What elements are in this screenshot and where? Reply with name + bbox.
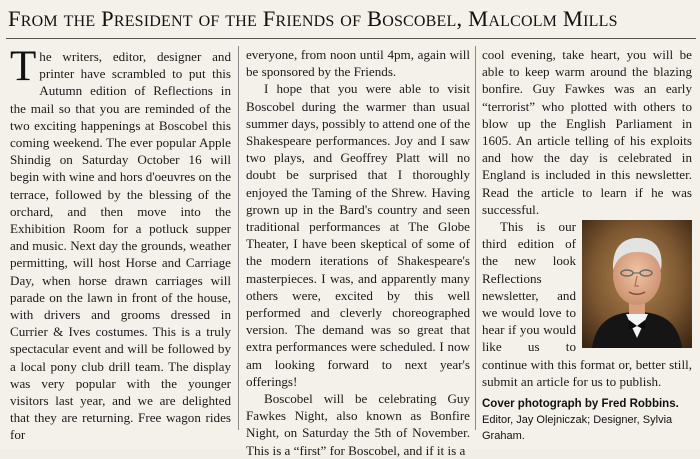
column-divider xyxy=(238,46,239,430)
paragraph: everyone, from noon until 4pm, again will be sponsored by the Friends. xyxy=(246,47,470,80)
column-1 xyxy=(10,43,231,444)
paragraph: Boscobel will be celebrating Guy Fawkes Night, also known as Bonfire Night, on Saturday the 5th of November. This is a “first” for Boscobel, and if it is a xyxy=(246,391,470,458)
column-2 xyxy=(246,46,470,459)
paragraph xyxy=(10,43,231,444)
president-portrait-photo xyxy=(582,220,692,348)
article-title: From the President of the Friends of Boscobel, Malcolm Mills xyxy=(8,6,618,31)
drop-cap: T xyxy=(10,43,37,90)
credits xyxy=(482,396,694,444)
paragraph: cool evening, take heart, you will be able to keep warm around the blazing bonfire. Guy Fawkes was an early “terrorist” who plotted with others to blow up the English Parliament in 1605. An article telling of his exploits and how the day is celebrated in England is included in this newsletter. Read the article to learn if he was successful. xyxy=(482,47,692,217)
cover-credit: Cover photograph by Fred Robbins. xyxy=(482,398,679,410)
column-divider xyxy=(475,46,476,430)
staff-credit: Editor, Jay Olejniczak; Designer, Sylvia Graham. xyxy=(482,414,673,442)
column-3 xyxy=(482,46,692,390)
paragraph-text: This is our third edition of the new look Reflections newsletter, and we would love to hear if you would like us to continue with this format or, better still, submit an article for us to publish. xyxy=(482,219,692,389)
paragraph xyxy=(482,218,692,390)
paragraph-text: he writers, editor, designer and printer have scrambled to put this Autumn edition of Reflections in the mail so that you are reminded of the two exciting happenings at Boscobel this coming weekend. The ever popular Apple Shindig on Saturday October 16 will begin with wine and hors d'oeuvres on the terrace, followed by the blessing of the orchard, and then move into the Exhibition Room for a potluck supper and music. Next day the grounds, weather permitting, will host Horse and Carriage Day, when horse drawn carriages will parade on the lawn in front of the house, with drivers and grooms dressed in Currier & Ives costumes. This is a truly spectacular event and will be followed by a local pony club drill team. The display was very popular with the younger visitors last year, and we are delighted that they are returning. Free wagon rides for xyxy=(10,49,231,443)
paragraph: I hope that you were able to visit Boscobel during the warmer than usual summer days, possibly to attend one of the Shakespeare performances. Joy and I saw two plays, and Geoffrey Platt will no doubt be surprised that I thoroughly enjoyed the Taming of the Shrew. Having grown up in the Bard's country and seen traditional performances at The Globe Theater, I have been skeptical of some of the modern iterations of Shakespeare's masterpieces. I was, and apparently many others were, excited by this well performed and cleverly choreographed version. The demand was so great that extra performances were scheduled. I now am looking forward to next year's offerings! xyxy=(246,81,471,389)
title-rule xyxy=(6,38,696,39)
